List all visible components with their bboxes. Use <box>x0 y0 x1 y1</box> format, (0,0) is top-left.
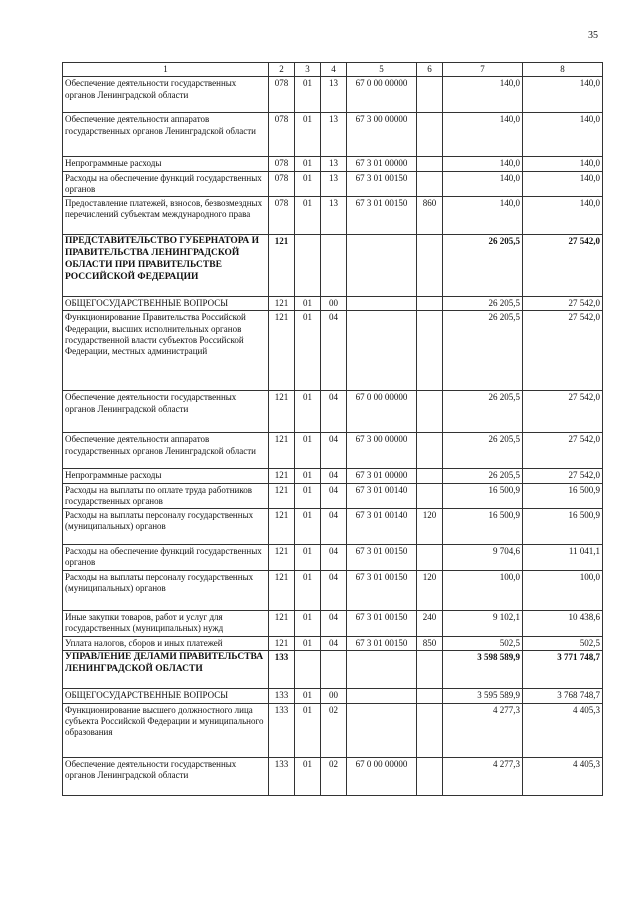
cell-subsection: 04 <box>321 311 347 391</box>
cell-name: Непрограммные расходы <box>63 157 269 171</box>
cell-amount-year2: 16 500,9 <box>523 509 603 545</box>
cell-target-article <box>347 651 417 689</box>
cell-name: Обеспечение деятельности государственных органов Ленинградской области <box>63 391 269 433</box>
cell-name: Обеспечение деятельности аппаратов государственных органов Ленинградской области <box>63 113 269 157</box>
cell-subsection: 04 <box>321 483 347 509</box>
cell-section: 01 <box>295 77 321 113</box>
cell-amount-year2: 3 771 748,7 <box>523 651 603 689</box>
cell-section: 01 <box>295 113 321 157</box>
cell-name: ОБЩЕГОСУДАРСТВЕННЫЕ ВОПРОСЫ <box>63 297 269 311</box>
cell-subsection: 04 <box>321 391 347 433</box>
cell-name: Иные закупки товаров, работ и услуг для государственных (муниципальных) нужд <box>63 611 269 637</box>
table-row <box>63 689 603 703</box>
cell-subsection: 04 <box>321 433 347 469</box>
page-number: 35 <box>588 30 598 41</box>
cell-section: 01 <box>295 433 321 469</box>
cell-target-article: 67 3 00 00000 <box>347 433 417 469</box>
cell-subsection: 00 <box>321 297 347 311</box>
cell-admin-code: 121 <box>269 391 295 433</box>
cell-expense-type <box>417 469 443 483</box>
cell-amount-year1: 26 205,5 <box>443 297 523 311</box>
cell-admin-code: 121 <box>269 235 295 297</box>
cell-target-article <box>347 235 417 297</box>
table-row <box>63 391 603 433</box>
cell-amount-year1: 140,0 <box>443 113 523 157</box>
cell-target-article: 67 0 00 00000 <box>347 77 417 113</box>
cell-admin-code: 133 <box>269 703 295 757</box>
cell-amount-year1: 26 205,5 <box>443 391 523 433</box>
cell-subsection: 13 <box>321 113 347 157</box>
cell-admin-code: 133 <box>269 757 295 795</box>
cell-subsection: 04 <box>321 637 347 651</box>
cell-name: Уплата налогов, сборов и иных платежей <box>63 637 269 651</box>
cell-subsection: 04 <box>321 611 347 637</box>
cell-expense-type <box>417 297 443 311</box>
cell-expense-type <box>417 689 443 703</box>
cell-amount-year1: 100,0 <box>443 571 523 611</box>
table-row <box>63 611 603 637</box>
table-row <box>63 297 603 311</box>
cell-amount-year2: 140,0 <box>523 113 603 157</box>
cell-amount-year2: 4 405,3 <box>523 703 603 757</box>
column-header: 3 <box>295 63 321 77</box>
cell-target-article: 67 3 00 00000 <box>347 113 417 157</box>
cell-amount-year2: 140,0 <box>523 77 603 113</box>
cell-section: 01 <box>295 311 321 391</box>
cell-target-article <box>347 297 417 311</box>
cell-expense-type: 120 <box>417 571 443 611</box>
table-row <box>63 545 603 571</box>
table-row <box>63 703 603 757</box>
cell-target-article: 67 3 01 00150 <box>347 637 417 651</box>
table-row <box>63 651 603 689</box>
cell-admin-code: 078 <box>269 157 295 171</box>
cell-name: Расходы на обеспечение функций государственных органов <box>63 171 269 197</box>
cell-subsection: 00 <box>321 689 347 703</box>
cell-expense-type: 120 <box>417 509 443 545</box>
cell-admin-code: 121 <box>269 469 295 483</box>
cell-amount-year2: 140,0 <box>523 171 603 197</box>
table-row <box>63 171 603 197</box>
cell-amount-year2: 3 768 748,7 <box>523 689 603 703</box>
cell-admin-code: 121 <box>269 545 295 571</box>
table-row <box>63 571 603 611</box>
cell-subsection <box>321 235 347 297</box>
cell-amount-year1: 502,5 <box>443 637 523 651</box>
cell-subsection: 13 <box>321 197 347 235</box>
cell-expense-type <box>417 311 443 391</box>
table-row <box>63 469 603 483</box>
cell-name: Расходы на выплаты по оплате труда работников государственных органов <box>63 483 269 509</box>
cell-target-article: 67 3 01 00150 <box>347 171 417 197</box>
cell-target-article: 67 3 01 00150 <box>347 197 417 235</box>
cell-target-article: 67 0 00 00000 <box>347 757 417 795</box>
cell-admin-code: 121 <box>269 311 295 391</box>
cell-name: Обеспечение деятельности государственных органов Ленинградской области <box>63 757 269 795</box>
cell-section: 01 <box>295 509 321 545</box>
cell-amount-year1: 4 277,3 <box>443 757 523 795</box>
cell-name: Расходы на выплаты персоналу государственных (муниципальных) органов <box>63 571 269 611</box>
cell-amount-year2: 10 438,6 <box>523 611 603 637</box>
cell-expense-type <box>417 433 443 469</box>
cell-admin-code: 121 <box>269 483 295 509</box>
cell-admin-code: 133 <box>269 689 295 703</box>
cell-target-article <box>347 311 417 391</box>
cell-amount-year1: 26 205,5 <box>443 433 523 469</box>
cell-amount-year1: 16 500,9 <box>443 483 523 509</box>
cell-name: Обеспечение деятельности аппаратов государственных органов Ленинградской области <box>63 433 269 469</box>
cell-amount-year2: 100,0 <box>523 571 603 611</box>
cell-subsection: 04 <box>321 545 347 571</box>
budget-table <box>62 62 603 796</box>
cell-subsection: 13 <box>321 157 347 171</box>
cell-expense-type: 860 <box>417 197 443 235</box>
cell-admin-code: 078 <box>269 77 295 113</box>
cell-section: 01 <box>295 391 321 433</box>
cell-subsection: 04 <box>321 571 347 611</box>
cell-target-article <box>347 703 417 757</box>
cell-section: 01 <box>295 483 321 509</box>
cell-amount-year1: 4 277,3 <box>443 703 523 757</box>
cell-target-article: 67 3 01 00150 <box>347 545 417 571</box>
cell-section: 01 <box>295 157 321 171</box>
cell-subsection: 13 <box>321 77 347 113</box>
cell-target-article: 67 0 00 00000 <box>347 391 417 433</box>
cell-subsection: 02 <box>321 703 347 757</box>
table-row <box>63 77 603 113</box>
cell-section: 01 <box>295 469 321 483</box>
cell-amount-year2: 27 542,0 <box>523 297 603 311</box>
cell-name: Функционирование Правительства Российской Федерации, высших исполнительных органов государственной власти субъектов Российской Федерации, местных администраций <box>63 311 269 391</box>
table-row <box>63 311 603 391</box>
cell-amount-year2: 502,5 <box>523 637 603 651</box>
cell-expense-type <box>417 391 443 433</box>
cell-section: 01 <box>295 757 321 795</box>
cell-amount-year1: 3 595 589,9 <box>443 689 523 703</box>
cell-admin-code: 121 <box>269 637 295 651</box>
cell-expense-type <box>417 113 443 157</box>
table-body <box>63 77 603 795</box>
cell-amount-year2: 27 542,0 <box>523 469 603 483</box>
table-row <box>63 433 603 469</box>
cell-section: 01 <box>295 637 321 651</box>
cell-amount-year2: 140,0 <box>523 197 603 235</box>
cell-section <box>295 651 321 689</box>
cell-expense-type <box>417 77 443 113</box>
cell-admin-code: 121 <box>269 297 295 311</box>
cell-expense-type <box>417 157 443 171</box>
cell-section: 01 <box>295 171 321 197</box>
cell-expense-type <box>417 483 443 509</box>
cell-expense-type <box>417 757 443 795</box>
cell-target-article: 67 3 01 00140 <box>347 483 417 509</box>
cell-name: Предоставление платежей, взносов, безвозмездных перечислений субъектам международного права <box>63 197 269 235</box>
cell-amount-year2: 16 500,9 <box>523 483 603 509</box>
cell-amount-year1: 26 205,5 <box>443 469 523 483</box>
cell-expense-type <box>417 651 443 689</box>
column-header: 6 <box>417 63 443 77</box>
table-row <box>63 483 603 509</box>
cell-name: Функционирование высшего должностного лица субъекта Российской Федерации и муниципального образования <box>63 703 269 757</box>
cell-subsection: 02 <box>321 757 347 795</box>
cell-section: 01 <box>295 197 321 235</box>
cell-target-article: 67 3 01 00150 <box>347 611 417 637</box>
cell-admin-code: 078 <box>269 171 295 197</box>
cell-name: УПРАВЛЕНИЕ ДЕЛАМИ ПРАВИТЕЛЬСТВА ЛЕНИНГРАДСКОЙ ОБЛАСТИ <box>63 651 269 689</box>
table-row <box>63 197 603 235</box>
cell-expense-type: 240 <box>417 611 443 637</box>
cell-target-article: 67 3 01 00000 <box>347 157 417 171</box>
cell-name: Непрограммные расходы <box>63 469 269 483</box>
cell-amount-year2: 11 041,1 <box>523 545 603 571</box>
column-header: 7 <box>443 63 523 77</box>
cell-admin-code: 121 <box>269 571 295 611</box>
cell-target-article: 67 3 01 00140 <box>347 509 417 545</box>
cell-expense-type: 850 <box>417 637 443 651</box>
cell-name: Расходы на выплаты персоналу государственных (муниципальных) органов <box>63 509 269 545</box>
table-row <box>63 757 603 795</box>
cell-amount-year1: 140,0 <box>443 197 523 235</box>
cell-admin-code: 078 <box>269 113 295 157</box>
cell-expense-type <box>417 235 443 297</box>
cell-admin-code: 121 <box>269 433 295 469</box>
cell-subsection <box>321 651 347 689</box>
cell-amount-year1: 9 704,6 <box>443 545 523 571</box>
header-row <box>63 63 603 77</box>
cell-amount-year2: 27 542,0 <box>523 235 603 297</box>
cell-name: Обеспечение деятельности государственных органов Ленинградской области <box>63 77 269 113</box>
cell-target-article: 67 3 01 00150 <box>347 571 417 611</box>
cell-amount-year2: 140,0 <box>523 157 603 171</box>
cell-subsection: 04 <box>321 509 347 545</box>
cell-amount-year1: 140,0 <box>443 77 523 113</box>
cell-amount-year2: 27 542,0 <box>523 433 603 469</box>
table-row <box>63 235 603 297</box>
cell-amount-year1: 140,0 <box>443 157 523 171</box>
column-header: 4 <box>321 63 347 77</box>
cell-name: ПРЕДСТАВИТЕЛЬСТВО ГУБЕРНАТОРА И ПРАВИТЕЛЬСТВА ЛЕНИНГРАДСКОЙ ОБЛАСТИ ПРИ ПРАВИТЕЛЬСТВЕ РОССИЙСКОЙ ФЕДЕРАЦИИ <box>63 235 269 297</box>
cell-section: 01 <box>295 545 321 571</box>
cell-expense-type <box>417 545 443 571</box>
cell-amount-year1: 9 102,1 <box>443 611 523 637</box>
cell-section: 01 <box>295 703 321 757</box>
cell-subsection: 13 <box>321 171 347 197</box>
cell-target-article: 67 3 01 00000 <box>347 469 417 483</box>
cell-section: 01 <box>295 297 321 311</box>
table-row <box>63 509 603 545</box>
cell-admin-code: 121 <box>269 509 295 545</box>
column-header: 1 <box>63 63 269 77</box>
column-header: 8 <box>523 63 603 77</box>
cell-subsection: 04 <box>321 469 347 483</box>
cell-section: 01 <box>295 611 321 637</box>
cell-admin-code: 121 <box>269 611 295 637</box>
column-header: 5 <box>347 63 417 77</box>
cell-expense-type <box>417 703 443 757</box>
cell-admin-code: 078 <box>269 197 295 235</box>
cell-section: 01 <box>295 571 321 611</box>
cell-admin-code: 133 <box>269 651 295 689</box>
table-row <box>63 637 603 651</box>
cell-amount-year1: 3 598 589,9 <box>443 651 523 689</box>
cell-amount-year1: 26 205,5 <box>443 235 523 297</box>
cell-amount-year2: 27 542,0 <box>523 311 603 391</box>
column-header: 2 <box>269 63 295 77</box>
cell-amount-year2: 4 405,3 <box>523 757 603 795</box>
cell-amount-year1: 26 205,5 <box>443 311 523 391</box>
cell-name: ОБЩЕГОСУДАРСТВЕННЫЕ ВОПРОСЫ <box>63 689 269 703</box>
cell-amount-year2: 27 542,0 <box>523 391 603 433</box>
cell-expense-type <box>417 171 443 197</box>
cell-target-article <box>347 689 417 703</box>
cell-section <box>295 235 321 297</box>
cell-name: Расходы на обеспечение функций государственных органов <box>63 545 269 571</box>
cell-section: 01 <box>295 689 321 703</box>
cell-amount-year1: 140,0 <box>443 171 523 197</box>
table-row <box>63 113 603 157</box>
table-row <box>63 157 603 171</box>
cell-amount-year1: 16 500,9 <box>443 509 523 545</box>
